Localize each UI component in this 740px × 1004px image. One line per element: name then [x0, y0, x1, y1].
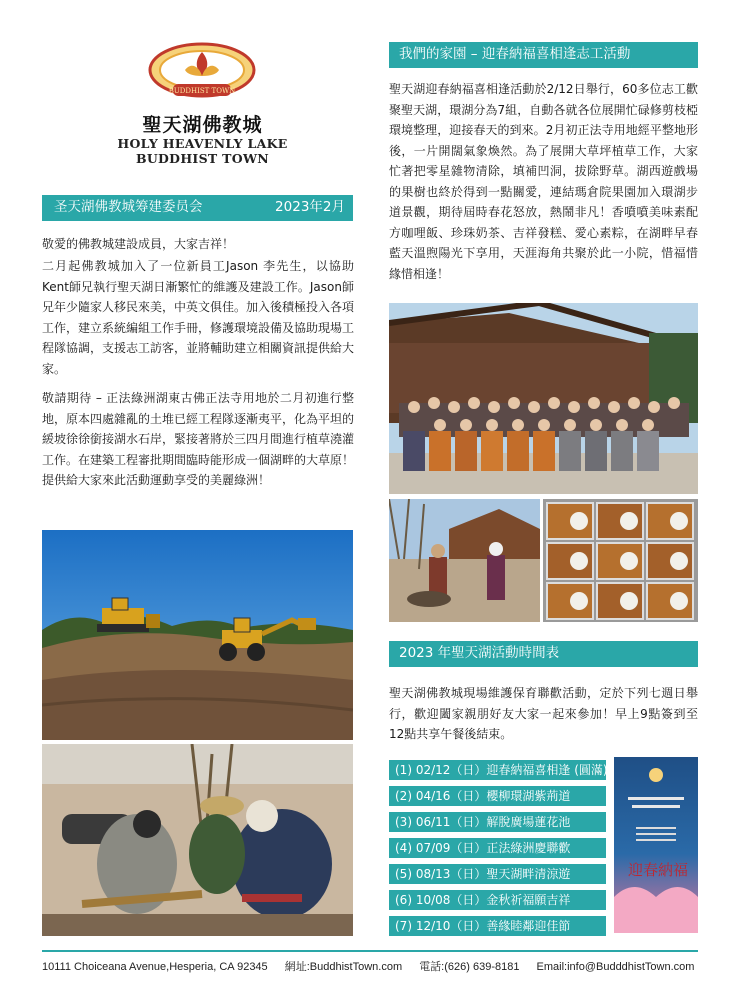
- construction-photo: [42, 530, 353, 740]
- emblem-label: BUDDHIST TOWN: [168, 87, 236, 95]
- oasis-paragraph: 敬請期待 – 正法綠洲湖東古佛正法寺用地於二月初進行整地，原本四處雜亂的土堆已經工程隊逐漸夷平，化為平坦的緩坡徐徐銜接湖水石岸，緊接著將於三四月間進行植草澆灌工作。在建築工程審批期間臨時能形成一個湖畔的大草原！提供給大家來此活動運動享受的美麗綠洲！: [42, 391, 355, 487]
- volunteer-event-paragraph: 聖天湖迎春納福喜相逢活動於2/12日舉行，60多位志工歡聚聖天湖，環湖分為7組，自動各就各位展開忙碌修剪枝椏環境整理，迎接春天的到來。2月初正法寺用地經平整地形後，一片開闊氣象煥然。為了展開大草坪植草工作，大家忙著把零星雜物清除，填補凹洞，拔除野草。湖西遊戲場的果樹也終於得到一點關愛，連結瑪倉院果園加入環湖步道景觀，期待屆時春花怒放，熱鬧非凡！香噴噴美味素配方咖哩飯、珍珠奶茶、吉祥發糕、愛心素粽，在湖畔早春藍天溫煦陽光下享用，天涯海角共聚於此一小院，惜福惜緣惜相逢！: [389, 82, 698, 281]
- greeting-text: 敬愛的佛教城建設成員，大家吉祥！: [42, 237, 235, 251]
- tree-planting-photo: [42, 744, 353, 936]
- schedule-item: (6) 10/08（日）金秋祈福願吉祥: [389, 890, 606, 910]
- new-staff-paragraph: 二月起佛教城加入了一位新員工Jason 李先生，以協助Kent師兄執行聖天湖日漸繁忙的維護及建設工作。Jason師兄年少隨家人移民來美，中英文俱佳。加入後積極投入各項工作，建立系統編組工作手冊，修護環境設備及協助現場工程隊協調，支援志工訪客，並將輔助建立相關資訊提供給大家。: [42, 259, 355, 376]
- curry-rice-photo: [543, 499, 698, 622]
- volunteer-event-banner: 我們的家園 – 迎春納福喜相逢志工活動: [389, 42, 698, 68]
- park-cleanup-photo: [389, 499, 540, 622]
- schedule-item: (1) 02/12（日）迎春納福喜相逢 (圓滿): [389, 760, 606, 780]
- footer-address: 10111 Choiceana Avenue,Hesperia, CA 92345: [42, 961, 268, 973]
- lotus-emblem-icon: [147, 40, 257, 104]
- logo-name-english-line1: HOLY HEAVENLY LAKE: [117, 136, 288, 151]
- footer: [42, 958, 702, 974]
- committee-banner: [42, 195, 353, 221]
- logo-name-chinese: 聖天湖佛教城: [142, 114, 263, 136]
- footer-email[interactable]: Email:info@BudddhistTown.com: [536, 961, 695, 973]
- schedule-item: (2) 04/16（日）櫻柳環湖紫荊道: [389, 786, 606, 806]
- committee-title: 圣天湖佛教城筹建委员会: [54, 199, 203, 215]
- poster-calligraphy: 迎春納福: [627, 861, 689, 879]
- schedule-intro-paragraph: 聖天湖佛教城現場維護保育聯歡活動，定於下列七週日舉行，歡迎闔家親朋好友大家一起來參加！早上9點簽到至12點共享午餐後結束。: [389, 686, 698, 741]
- footer-phone: 電話:(626) 639-8181: [419, 961, 520, 973]
- group-photo: [389, 303, 698, 494]
- schedule-item: (7) 12/10（日）善緣睦鄰迎佳節: [389, 916, 606, 936]
- logo-name-english-line2: BUDDHIST TOWN: [135, 151, 270, 166]
- footer-website[interactable]: 網址:BuddhistTown.com: [284, 961, 403, 973]
- event-poster: [614, 757, 698, 933]
- footer-divider: [42, 950, 698, 952]
- buddhist-town-logo: [147, 40, 257, 104]
- newsletter-date: 2023年2月: [275, 199, 345, 215]
- schedule-item: (3) 06/11（日）解脫廣場蓮花池: [389, 812, 606, 832]
- schedule-item: (5) 08/13（日）聖天湖畔清涼遊: [389, 864, 606, 884]
- schedule-item: (4) 07/09（日）正法綠洲慶聯歡: [389, 838, 606, 858]
- schedule-banner: 2023 年聖天湖活動時間表: [389, 641, 698, 667]
